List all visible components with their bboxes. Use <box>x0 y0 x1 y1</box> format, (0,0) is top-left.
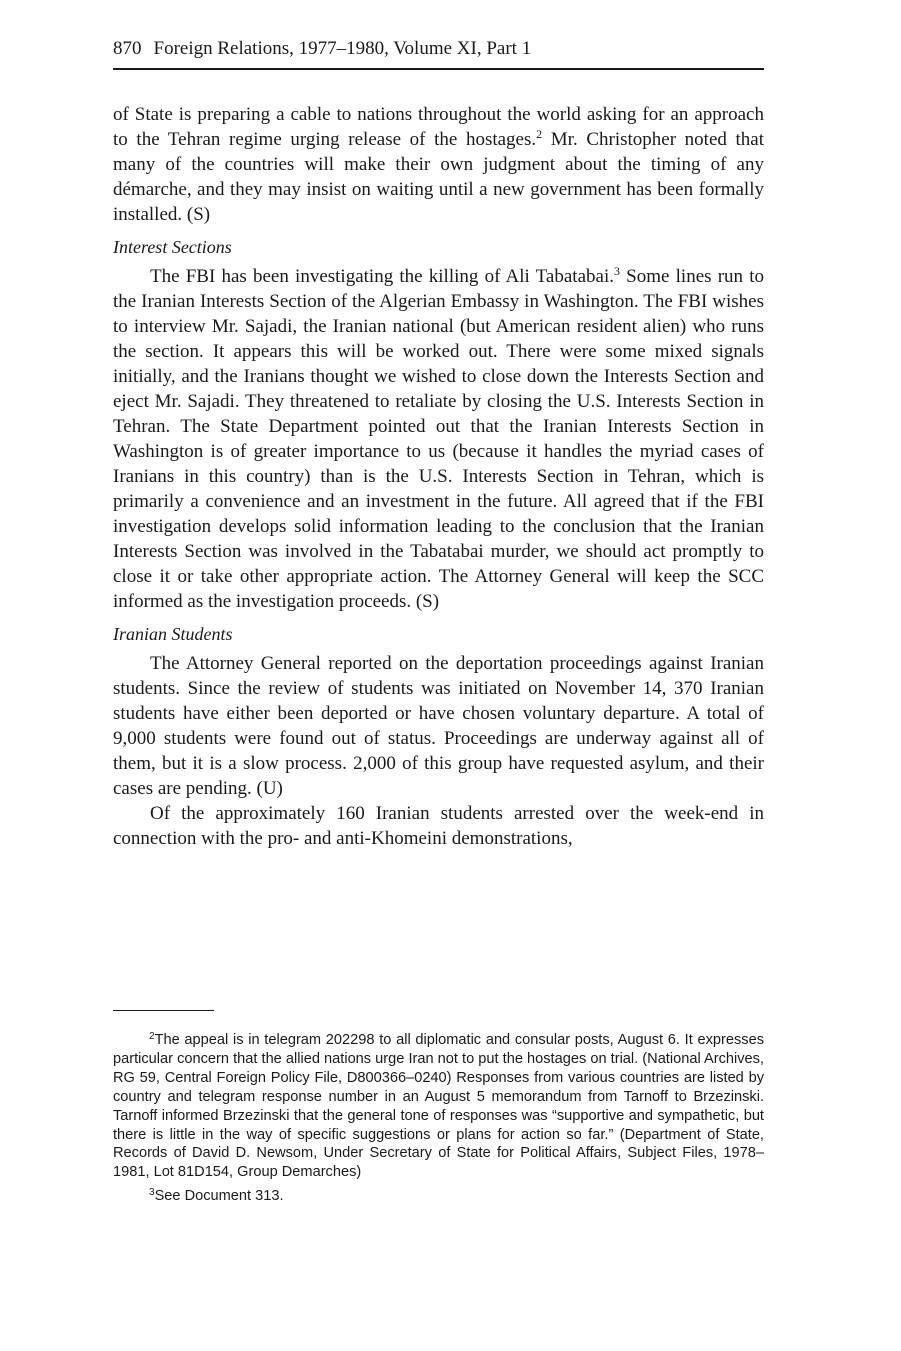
paragraph-interest-sections <box>113 264 764 614</box>
footnote-marker: 2 <box>149 1031 155 1042</box>
footnote-marker: 3 <box>149 1187 155 1199</box>
page-content <box>113 36 764 851</box>
section-heading-iranian-students: Iranian Students <box>113 624 233 644</box>
footnotes <box>113 1031 764 1211</box>
footnote-divider <box>113 1010 214 1011</box>
running-title: Foreign Relations, 1977–1980, Volume XI, Part 1 <box>153 38 532 59</box>
body-text <box>113 102 764 851</box>
footnote-3 <box>113 1187 764 1206</box>
footnote-ref-3[interactable]: 3 <box>613 264 620 278</box>
footnote-2 <box>113 1031 764 1182</box>
running-header <box>113 36 764 70</box>
page-number: 870 <box>113 38 142 59</box>
continuation-text-rest: Mr. Christopher noted that many of the countries will make their own judgment about the timing of any démarche, and they may insist on waiting until a new government has been formally installed. (S) <box>113 129 764 225</box>
continuation-paragraph <box>113 102 764 227</box>
section-heading-interest-sections: Interest Sections <box>113 237 232 257</box>
paragraph-text-rest: Some lines run to the Iranian Interests Section of the Algerian Embassy in Washington. The FBI wishes to interview Mr. Sajadi, the Iranian national (but American resident alien) who runs the section. It appears this will be worked out. There were some mixed signals initially, and the Iranians thought we wished to close down the Interests Section and eject Mr. Sajadi. They threatened to retaliate by closing the U.S. Interests Section in Tehran. The State Department pointed out that the Iranian Interests Section in Washington is of greater importance to us (because it handles the myriad cases of Iranians in this country) than is the U.S. Interests Section in Tehran, which is primarily a convenience and an investment in the future. All agreed that if the FBI investigation develops solid information leading to the conclusion that the Iranian Interests Section was involved in the Tabatabai murder, we should act promptly to close it or take other appropriate action. The Attorney General will keep the SCC informed as the investigation proceeds. (S) <box>113 266 764 612</box>
paragraph-text: The FBI has been investigating the killing of Ali Tabatabai. <box>150 266 614 287</box>
paragraph-students-1: The Attorney General reported on the deportation proceedings against Iranian students. Since the review of students was initiated on November 14, 370 Iranian students have either been deported or have chosen voluntary departure. A total of 9,000 students were found out of status. Proceedings are underway against all of them, but it is a slow process. 2,000 of this group have requested asylum, and their cases are pending. (U) <box>113 653 764 799</box>
footnote-ref-2[interactable]: 2 <box>536 127 543 141</box>
footnote-text: See Document 313. <box>154 1188 284 1205</box>
continuation-text: of State is preparing a cable to nations throughout the world asking for an approach to the Tehran regime urging release of the hostages. <box>113 104 764 150</box>
footnote-text: The appeal is in telegram 202298 to all diplomatic and consular posts, August 6. It expresses particular concern that the allied nations urge Iran not to put the hostages on trial. (National Archives, RG 59, Central Foreign Policy File, D800366–0240) Responses from various countries are listed by country and telegram response number in an August 5 memorandum from Tarnoff to Brzezinski. Tarnoff informed Brzezinski that the general tone of responses was “supportive and sympathetic, but there is little in the way of specific suggestions or plans for action so far.” (Department of State, Records of David D. Newsom, Under Secretary of State for Political Affairs, Subject Files, 1978–1981, Lot 81D154, Group Demarches) <box>113 1032 764 1181</box>
paragraph-students-2: Of the approximately 160 Iranian students arrested over the week-end in connection with the pro- and anti-Khomeini demonstrations, <box>113 803 764 849</box>
